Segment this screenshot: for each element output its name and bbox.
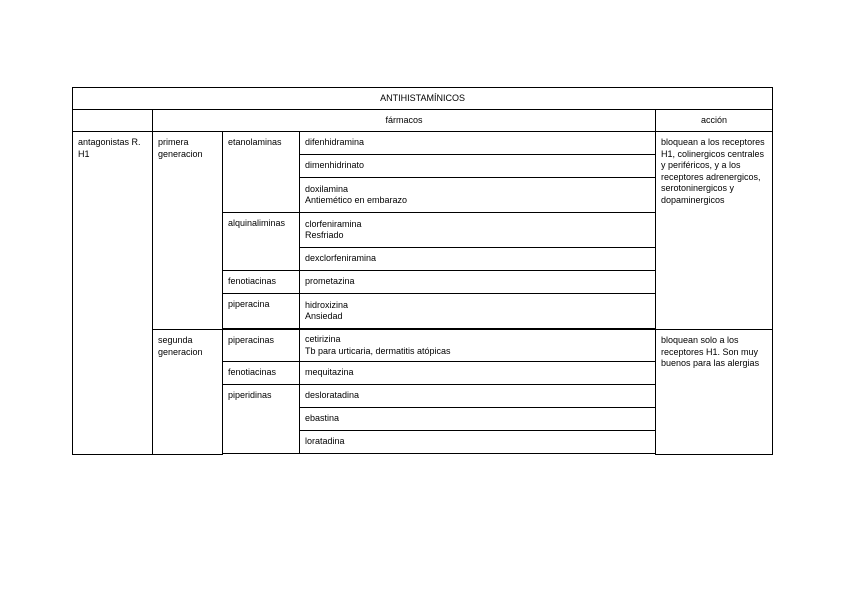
generation-label-text: segunda generacion xyxy=(158,335,203,357)
drug-mequitazina: mequitazina xyxy=(300,362,656,385)
drug-prometazina: prometazina xyxy=(300,271,656,294)
family-alquinaliminas: alquinaliminas xyxy=(223,213,300,271)
drug-doxilamina xyxy=(300,178,656,213)
drug-name: doxilamina xyxy=(305,183,349,194)
group-label-text: antagonistas R. H1 xyxy=(78,137,141,159)
accion-segunda xyxy=(656,330,773,455)
family-piperacina: piperacina xyxy=(223,294,300,329)
drug-name: hidroxizina xyxy=(305,299,349,310)
drug-note: Antiemético en embarazo xyxy=(305,195,408,205)
header-accion: acción xyxy=(656,110,773,132)
drug-dexclorfeniramina: dexclorfeniramina xyxy=(300,248,656,271)
generation-label-text: primera generacion xyxy=(158,137,203,159)
drug-difenhidramina: difenhidramina xyxy=(300,132,656,155)
drug-hidroxizina xyxy=(300,294,656,329)
family-fenotiacinas: fenotiacinas xyxy=(223,271,300,294)
group-label xyxy=(73,132,153,455)
drug-desloratadina: desloratadina xyxy=(300,385,656,408)
drug-cetirizina xyxy=(300,330,656,362)
drug-loratadina: loratadina xyxy=(300,431,656,454)
spacer xyxy=(223,454,300,455)
drug-note: Tb para urticaria, dermatitis atópicas xyxy=(305,345,451,356)
header-farmacos: fármacos xyxy=(153,110,656,132)
accion-primera xyxy=(656,132,773,330)
drug-note: Resfriado xyxy=(305,230,344,240)
table-title: ANTIHISTAMÍNICOS xyxy=(73,88,773,110)
family-etanolaminas: etanolaminas xyxy=(223,132,300,213)
drug-clorfeniramina xyxy=(300,213,656,248)
family-fenotiacinas-2: fenotiacinas xyxy=(223,362,300,385)
header-empty-cell xyxy=(73,110,153,132)
family-piperacinas: piperacinas xyxy=(223,330,300,362)
antihistamine-table xyxy=(72,87,773,455)
drug-name: clorfeniramina xyxy=(305,218,362,229)
drug-note: Ansiedad xyxy=(305,311,343,321)
family-piperidinas: piperidinas xyxy=(223,385,300,454)
accion-primera-text: bloquean a los receptores H1, colinergicos centrales y periféricos, y a los receptores adrenergicos, serotoninergicos y dopaminergicos xyxy=(661,137,765,205)
drug-dimenhidrinato: dimenhidrinato xyxy=(300,155,656,178)
drug-name: cetirizina xyxy=(305,334,341,344)
accion-segunda-text: bloquean solo a los receptores H1. Son muy buenos para las alergias xyxy=(661,335,760,368)
generation-label-segunda xyxy=(153,330,223,455)
drug-ebastina: ebastina xyxy=(300,408,656,431)
generation-label-primera xyxy=(153,132,223,330)
